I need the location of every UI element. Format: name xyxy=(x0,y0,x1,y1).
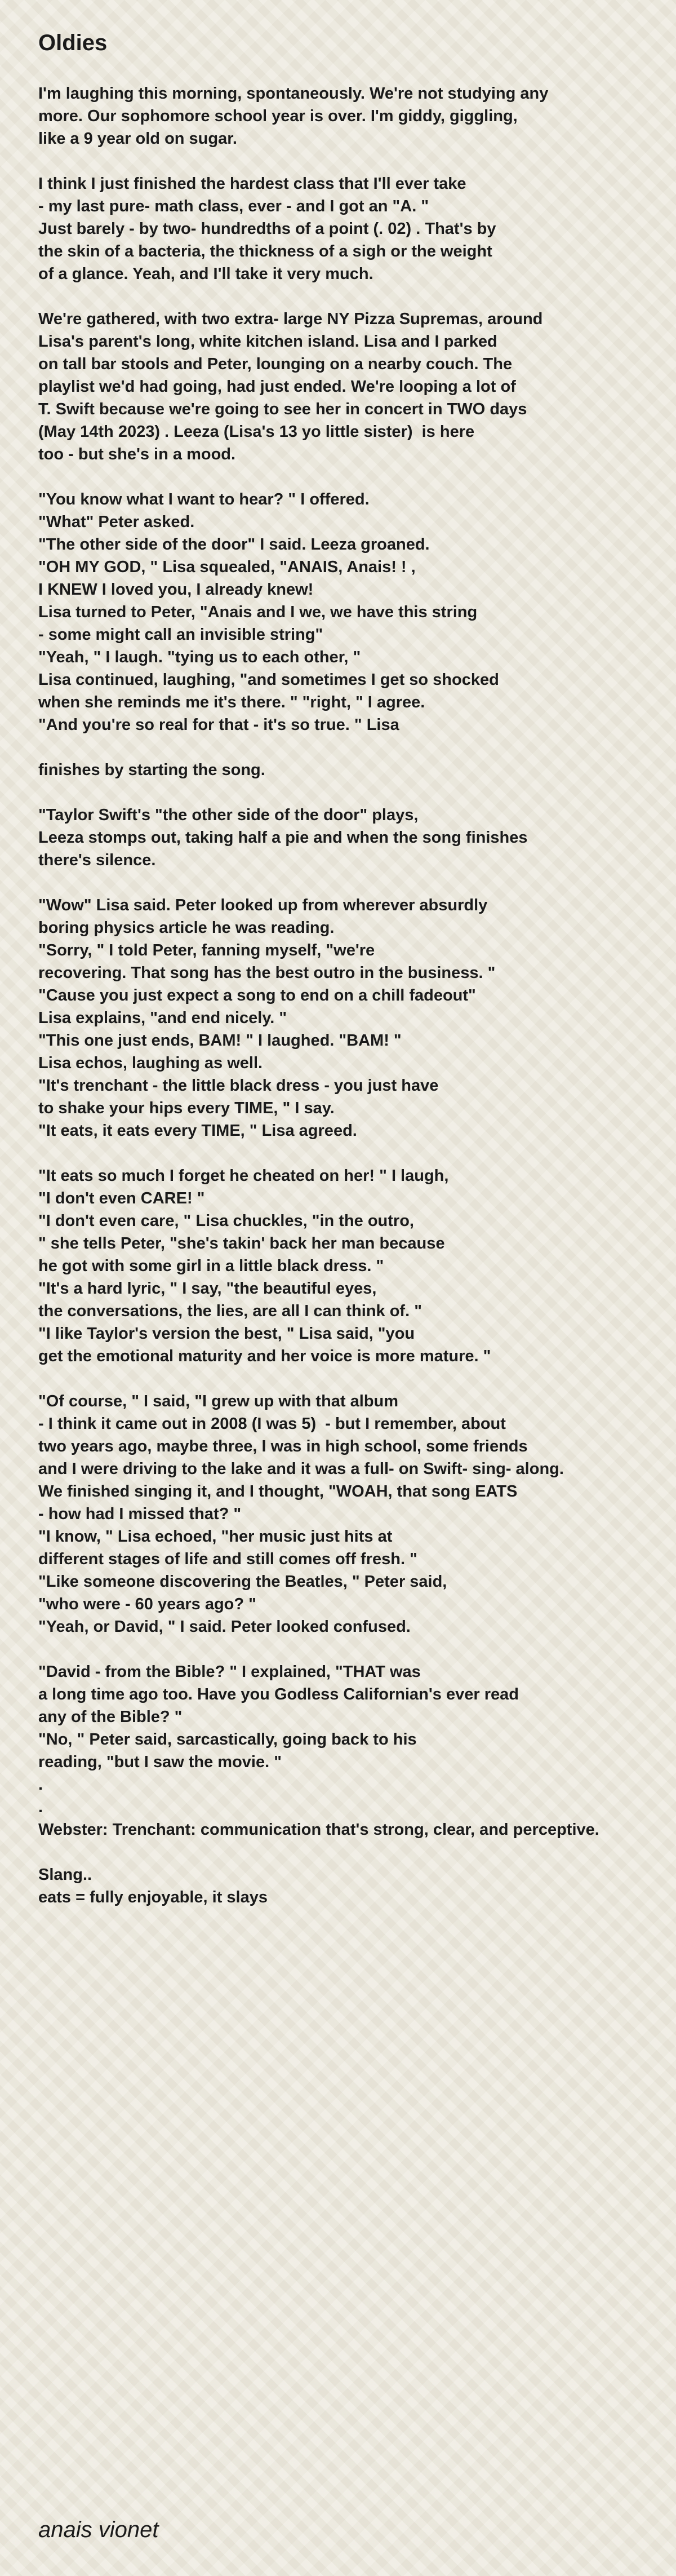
poem-line: We finished singing it, and I thought, "WOAH, that song EATS xyxy=(38,1482,518,1501)
poem-line: "Sorry, " I told Peter, fanning myself, "we're xyxy=(38,941,375,959)
poem-line: boring physics article he was reading. xyxy=(38,919,335,937)
poem-line: "This one just ends, BAM! " I laughed. "BAM! " xyxy=(38,1032,402,1050)
poem-line: playlist we'd had going, had just ended. We're looping a lot of xyxy=(38,378,516,396)
poem-line: "It eats, it eats every TIME, " Lisa agreed. xyxy=(38,1122,357,1140)
poem-line: "Of course, " I said, "I grew up with that album xyxy=(38,1392,399,1410)
poem-line: Webster: Trenchant: communication that's strong, clear, and perceptive. xyxy=(38,1821,599,1839)
poem-line: We're gathered, with two extra- large NY Pizza Supremas, around xyxy=(38,310,543,328)
poem-line: the conversations, the lies, are all I can think of. " xyxy=(38,1302,422,1320)
stanza-break xyxy=(38,1638,664,1661)
poem-line: Lisa continued, laughing, "and sometimes I get so shocked xyxy=(38,671,499,689)
poem-line: "Yeah, or David, " I said. Peter looked confused. xyxy=(38,1618,411,1636)
poem-line: reading, "but I saw the movie. " xyxy=(38,1753,282,1771)
poem-line: any of the Bible? " xyxy=(38,1708,183,1726)
poem-line: - how had I missed that? " xyxy=(38,1505,242,1523)
poem-line: "And you're so real for that - it's so true. " Lisa xyxy=(38,716,399,734)
poem-line: "What" Peter asked. xyxy=(38,513,195,531)
poem-line: of a glance. Yeah, and I'll take it very much. xyxy=(38,265,373,283)
poem-line: - I think it came out in 2008 (I was 5) - but I remember, about xyxy=(38,1415,506,1433)
poem-line: to shake your hips every TIME, " I say. xyxy=(38,1099,335,1117)
stanza-break xyxy=(38,1142,664,1165)
poem-line: different stages of life and still comes off fresh. " xyxy=(38,1550,417,1568)
poem-line: "I don't even care, " Lisa chuckles, "in the outro, xyxy=(38,1212,414,1230)
poem-line: (May 14th 2023) . Leeza (Lisa's 13 yo little sister) is here xyxy=(38,423,475,441)
poem-line: "I like Taylor's version the best, " Lisa said, "you xyxy=(38,1325,415,1343)
poem-line: there's silence. xyxy=(38,851,156,869)
poem-line: he got with some girl in a little black dress. " xyxy=(38,1257,384,1275)
stanza-break xyxy=(38,285,664,308)
poem-line: "Wow" Lisa said. Peter looked up from wherever absurdly xyxy=(38,896,488,914)
poem-line: on tall bar stools and Peter, lounging on a nearby couch. The xyxy=(38,355,513,373)
poem-line: "Taylor Swift's "the other side of the door" plays, xyxy=(38,806,419,824)
poem-line: "The other side of the door" I said. Leeza groaned. xyxy=(38,535,430,554)
poem-line: get the emotional maturity and her voice is more mature. " xyxy=(38,1347,491,1365)
poem-line: Slang.. xyxy=(38,1866,92,1884)
poem-body xyxy=(38,82,664,1909)
poem-line: Just barely - by two- hundredths of a point (. 02) . That's by xyxy=(38,220,496,238)
stanza-break xyxy=(38,150,664,172)
stanza-break xyxy=(38,781,664,804)
poem-line: . xyxy=(38,1798,43,1816)
poem-line: I'm laughing this morning, spontaneously. We're not studying any xyxy=(38,85,549,103)
poem-line: two years ago, maybe three, I was in high school, some friends xyxy=(38,1437,528,1455)
poem-line: eats = fully enjoyable, it slays xyxy=(38,1888,268,1906)
poem-line: too - but she's in a mood. xyxy=(38,445,236,463)
poem-line: like a 9 year old on sugar. xyxy=(38,130,237,148)
poem-line: I KNEW I loved you, I already knew! xyxy=(38,581,314,599)
poem-line: more. Our sophomore school year is over. I'm giddy, giggling, xyxy=(38,107,518,125)
poem-line: "It eats so much I forget he cheated on her! " I laugh, xyxy=(38,1167,449,1185)
poem-line: " she tells Peter, "she's takin' back her man because xyxy=(38,1234,445,1252)
poem-line: "It's a hard lyric, " I say, "the beautiful eyes, xyxy=(38,1280,377,1298)
poem-line: "who were - 60 years ago? " xyxy=(38,1595,256,1613)
poem-line: a long time ago too. Have you Godless Californian's ever read xyxy=(38,1685,519,1703)
stanza-break xyxy=(38,1367,664,1390)
poem-line: "It's trenchant - the little black dress - you just have xyxy=(38,1077,439,1095)
poem-line: "You know what I want to hear? " I offered. xyxy=(38,490,370,508)
poem-title: Oldies xyxy=(38,30,108,55)
poem-line: - some might call an invisible string" xyxy=(38,626,323,644)
poem-author: anais vionet xyxy=(38,2517,159,2542)
stanza-break xyxy=(38,736,664,759)
poem-line: Leeza stomps out, taking half a pie and when the song finishes xyxy=(38,829,528,847)
poem-line: "No, " Peter said, sarcastically, going back to his xyxy=(38,1730,417,1749)
poem-line: I think I just finished the hardest class that I'll ever take xyxy=(38,175,466,193)
poem-line: Lisa turned to Peter, "Anais and I we, we have this string xyxy=(38,603,478,621)
poem-line: Lisa echos, laughing as well. xyxy=(38,1054,263,1072)
stanza-break xyxy=(38,871,664,894)
poem-line: "David - from the Bible? " I explained, "THAT was xyxy=(38,1663,421,1681)
stanza-break xyxy=(38,1841,664,1864)
stanza-break xyxy=(38,466,664,488)
poem-line: T. Swift because we're going to see her in concert in TWO days xyxy=(38,400,527,418)
poem-line: "I know, " Lisa echoed, "her music just hits at xyxy=(38,1528,393,1546)
poem-line: Lisa's parent's long, white kitchen island. Lisa and I parked xyxy=(38,333,497,351)
poem-line: - my last pure- math class, ever - and I got an "A. " xyxy=(38,197,429,215)
poem-line: Lisa explains, "and end nicely. " xyxy=(38,1009,287,1027)
poem-line: the skin of a bacteria, the thickness of a sigh or the weight xyxy=(38,242,492,260)
poem-line: and I were driving to the lake and it was a full- on Swift- sing- along. xyxy=(38,1460,564,1478)
poem-line: "I don't even CARE! " xyxy=(38,1189,205,1207)
poem-line: "Yeah, " I laugh. "tying us to each other, " xyxy=(38,648,361,666)
poem-line: finishes by starting the song. xyxy=(38,761,265,779)
poem-line: "OH MY GOD, " Lisa squealed, "ANAIS, Anais! ! , xyxy=(38,558,416,576)
poem-line: "Like someone discovering the Beatles, " Peter said, xyxy=(38,1573,447,1591)
poem-line: "Cause you just expect a song to end on a chill fadeout" xyxy=(38,986,476,1004)
poem-line: . xyxy=(38,1776,43,1794)
poem-line: recovering. That song has the best outro in the business. " xyxy=(38,964,496,982)
poem-line: when she reminds me it's there. " "right, " I agree. xyxy=(38,693,425,711)
